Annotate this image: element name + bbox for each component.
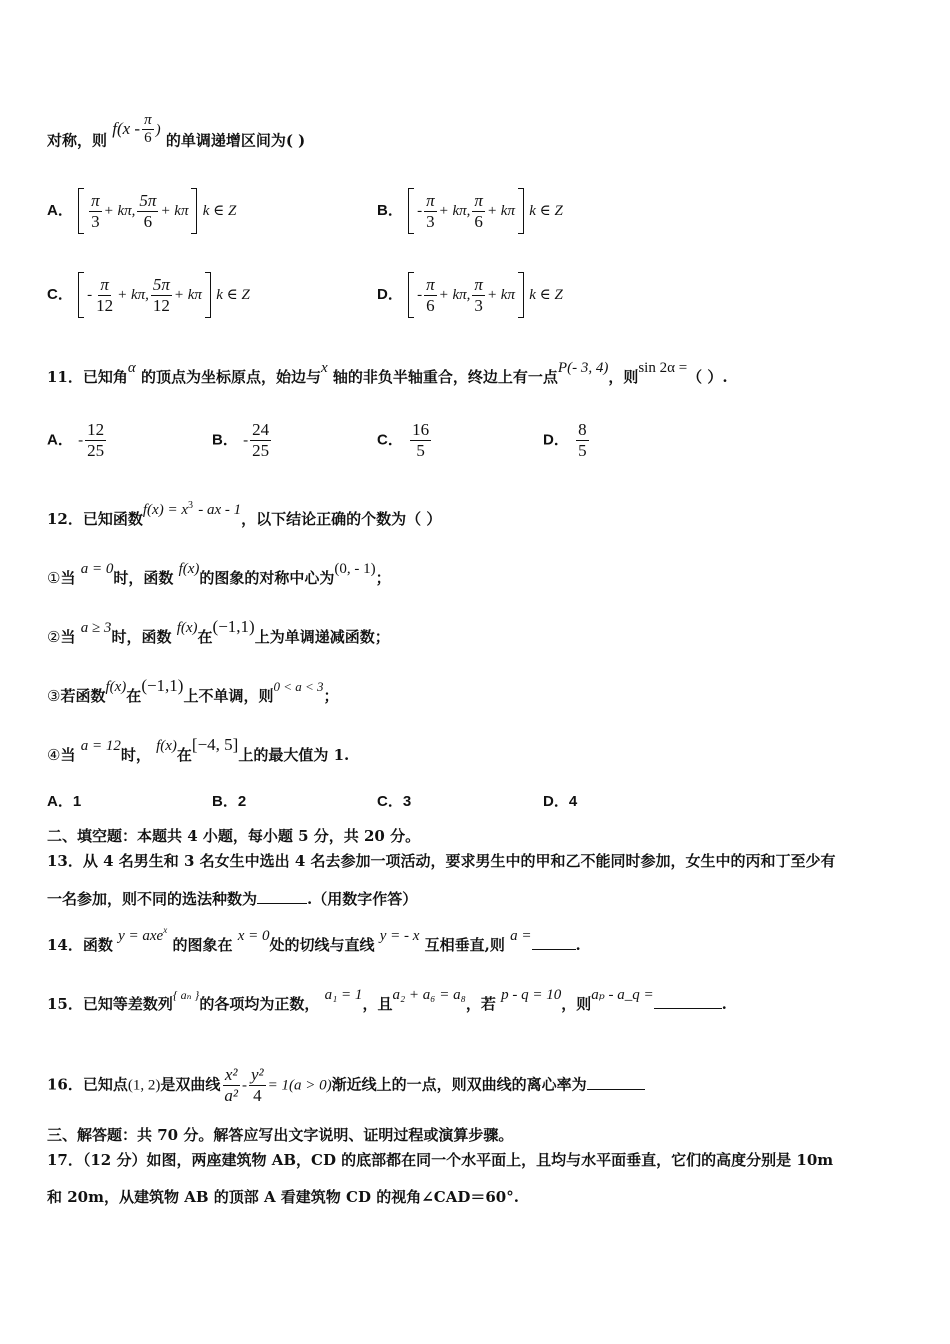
q16-stem: 16．已知点(1, 2)是双曲线 $\frac{\text{x²}}{\text{a²}}$ - $\frac{\text{y²}}{4}$ = 1(a > 0)渐近线上的一点，则双曲线的离心率为 <box>47 1065 645 1106</box>
q11-option-b[interactable]: B． - $\frac{24}{25}$ <box>212 420 270 460</box>
section-2-heading: 二、填空题：本题共 4 小题，每小题 5 分，共 20 分。 <box>47 827 421 845</box>
q12-option-a[interactable]: A．1 <box>47 793 82 810</box>
q10-option-a[interactable]: A． $\frac{\pi}{3}$ + kπ, $\frac{5\pi}{6}$ + kπ k ∈ Z <box>47 188 236 234</box>
q11-option-d[interactable]: D． $\frac{8}{5}$ <box>543 420 587 460</box>
q12-option-d[interactable]: D．4 <box>543 793 578 810</box>
q12-stem: 12．已知函数$f(x) = x^3$ - ax - 1，以下结论正确的个数为（ ） <box>47 500 442 528</box>
section-3-heading: 三、解答题：共 70 分。解答应写出文字说明、证明过程或演算步骤。 <box>47 1126 514 1144</box>
q17-line-2: 和 20m，从建筑物 AB 的顶部 A 看建筑物 CD 的视角∠CAD＝60°. <box>47 1188 519 1206</box>
q13-answer-blank[interactable] <box>257 889 307 904</box>
q15-stem: 15．已知等差数列$^{\{ a_n \}}$的各项均为正数， a₁ = 1，且a₂ + a₆ = a₈，若 p - q = 10，则aₚ - a_q = . <box>47 987 727 1013</box>
q10-option-b[interactable]: B． - $\frac{\pi}{3}$ + kπ, $\frac{\pi}{6}$ + kπ k ∈ Z <box>377 188 563 234</box>
q14-answer-blank[interactable] <box>532 935 576 950</box>
q12-statement-4: ④当 a = 12时， f(x)在[−4, 5]上的最大值为 1. <box>47 735 350 764</box>
q13-line-1: 13．从 4 名男生和 3 名女生中选出 4 名去参加一项活动，要求男生中的甲和乙不能同时参加，女生中的丙和丁至少有 <box>47 852 836 870</box>
q12-option-b[interactable]: B．2 <box>212 793 247 810</box>
q12-statement-3: ③若函数f(x)在(−1,1)上不单调，则0 < a < 3； <box>47 676 339 705</box>
q12-statement-1: ①当 a = 0时，函数 f(x)的图象的对称中心为(0, - 1)； <box>47 561 391 587</box>
q10-option-c[interactable]: C． - $\frac{\pi}{12}$ + kπ, $\frac{5\pi}{12}$ + kπ k ∈ Z <box>47 272 250 318</box>
q11-option-c[interactable]: C． $\frac{16}{5}$ <box>377 420 430 460</box>
q16-answer-blank[interactable] <box>587 1075 645 1090</box>
q13-line-2: 一名参加，则不同的选法种数为 .（用数字作答） <box>47 890 418 908</box>
q10-stem: 对称，则 f(x - $\frac{\pi}{6}$ ) 的单调递增区间为( ) <box>47 112 306 150</box>
q11-option-a[interactable]: A． - $\frac{12}{25}$ <box>47 420 105 460</box>
q10-option-d[interactable]: D． - $\frac{\pi}{6}$ + kπ, $\frac{\pi}{3}$ + kπ k ∈ Z <box>377 272 563 318</box>
q14-stem: 14．函数 y = axe$^x$ 的图象在 x = 0处的切线与直线 y = - x 互相垂直,则 a = . <box>47 925 581 954</box>
q12-statement-2: ②当 a ≥ 3时，函数 f(x)在(−1,1)上为单调递减函数； <box>47 617 390 646</box>
q15-answer-blank[interactable] <box>654 994 722 1009</box>
q17-line-1: 17．（12 分）如图，两座建筑物 AB，CD 的底部都在同一个水平面上，且均与水平面垂直，它们的高度分别是 10m <box>47 1151 834 1169</box>
q11-stem: 11．已知角α 的顶点为坐标原点，始边与x 轴的非负半轴重合，终边上有一点P(- 3, 4)，则sin 2α =（ ）. <box>47 360 728 386</box>
q12-option-c[interactable]: C．3 <box>377 793 412 810</box>
